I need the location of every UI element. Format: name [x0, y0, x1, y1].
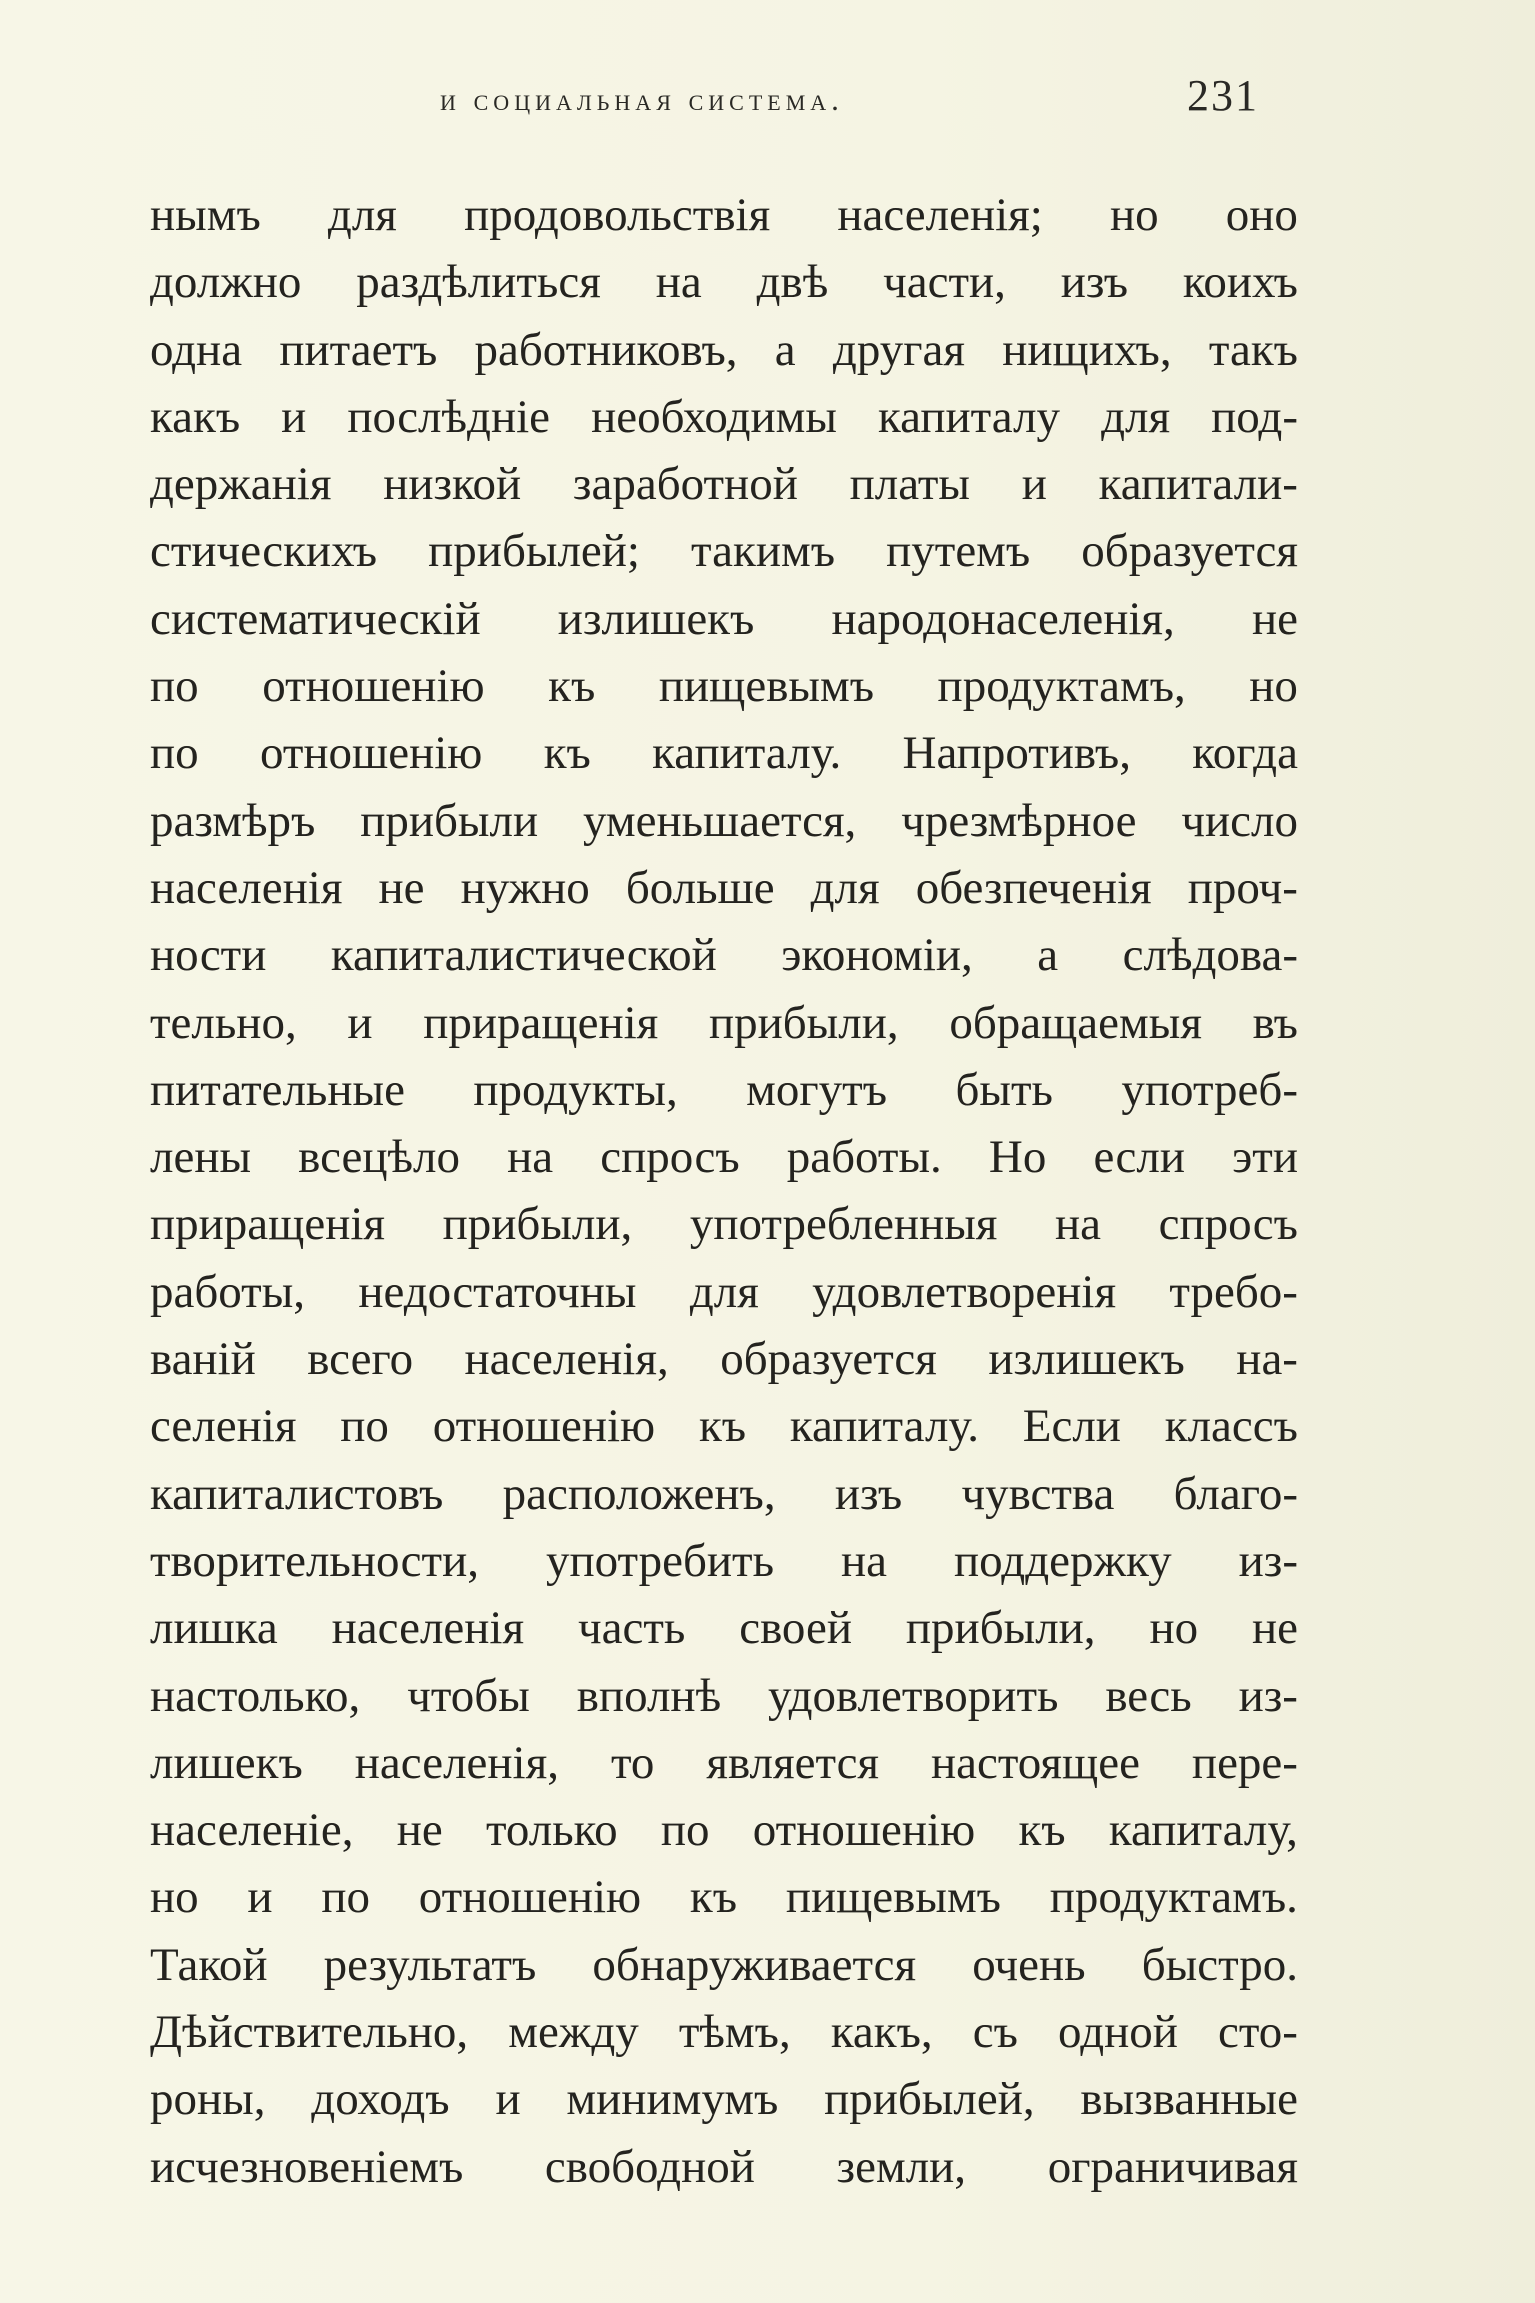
text-line: Такой результатъ обнаруживается очень быстро.: [150, 1938, 1298, 1991]
text-line: лены всецѣло на спросъ работы. Но если эти: [150, 1131, 1298, 1184]
text-line: настолько, чтобы вполнѣ удовлетворить весь из-: [150, 1669, 1298, 1722]
text-line: ваній всего населенія, образуется излишекъ на-: [150, 1333, 1298, 1386]
text-line: размѣръ прибыли уменьшается, чрезмѣрное число: [150, 794, 1298, 847]
text-line: приращенія прибыли, употребленныя на спросъ: [150, 1198, 1298, 1251]
text-line: лишка населенія часть своей прибыли, но не: [150, 1602, 1298, 1655]
text-line: исчезновеніемъ свободной земли, ограничивая: [150, 2140, 1298, 2193]
text-line: творительности, употребить на поддержку из-: [150, 1534, 1298, 1587]
text-line: какъ и послѣдніе необходимы капиталу для под-: [150, 390, 1298, 443]
text-line: нымъ для продовольствія населенія; но оно: [150, 189, 1298, 241]
running-head: и социальная система.: [440, 82, 844, 117]
text-line: Дѣйствительно, между тѣмъ, какъ, съ одной сто-: [150, 2006, 1298, 2059]
text-line: селенія по отношенію къ капиталу. Если классъ: [150, 1400, 1298, 1453]
text-line: должно раздѣлиться на двѣ части, изъ коихъ: [150, 256, 1298, 309]
text-line: капиталистовъ расположенъ, изъ чувства благо-: [150, 1467, 1298, 1520]
text-line: по отношенію къ капиталу. Напротивъ, когда: [150, 727, 1298, 780]
text-line: работы, недостаточны для удовлетворенія требо-: [150, 1265, 1298, 1318]
body-text: [150, 182, 1298, 2201]
text-line: населенія не нужно больше для обезпеченія проч-: [150, 861, 1298, 914]
text-line: держанія низкой заработной платы и капитали-: [150, 458, 1298, 511]
text-line: по отношенію къ пищевымъ продуктамъ, но: [150, 660, 1298, 713]
text-line: населеніе, не только по отношенію къ капиталу,: [150, 1804, 1298, 1857]
text-line: роны, доходъ и минимумъ прибылей, вызванные: [150, 2073, 1298, 2126]
text-line: но и по отношенію къ пищевымъ продуктамъ.: [150, 1871, 1298, 1924]
page-number: 231: [1187, 71, 1259, 120]
text-line: питательные продукты, могутъ быть употреб-: [150, 1063, 1298, 1116]
text-line: систематическій излишекъ народонаселенія, не: [150, 592, 1298, 645]
text-line: стическихъ прибылей; такимъ путемъ образуется: [150, 525, 1298, 578]
text-line: тельно, и приращенія прибыли, обращаемыя въ: [150, 996, 1298, 1049]
text-line: одна питаетъ работниковъ, а другая нищихъ, такъ: [150, 323, 1298, 376]
text-line: ности капиталистической экономіи, а слѣдова-: [150, 929, 1298, 982]
text-line: лишекъ населенія, то является настоящее пере-: [150, 1736, 1298, 1789]
